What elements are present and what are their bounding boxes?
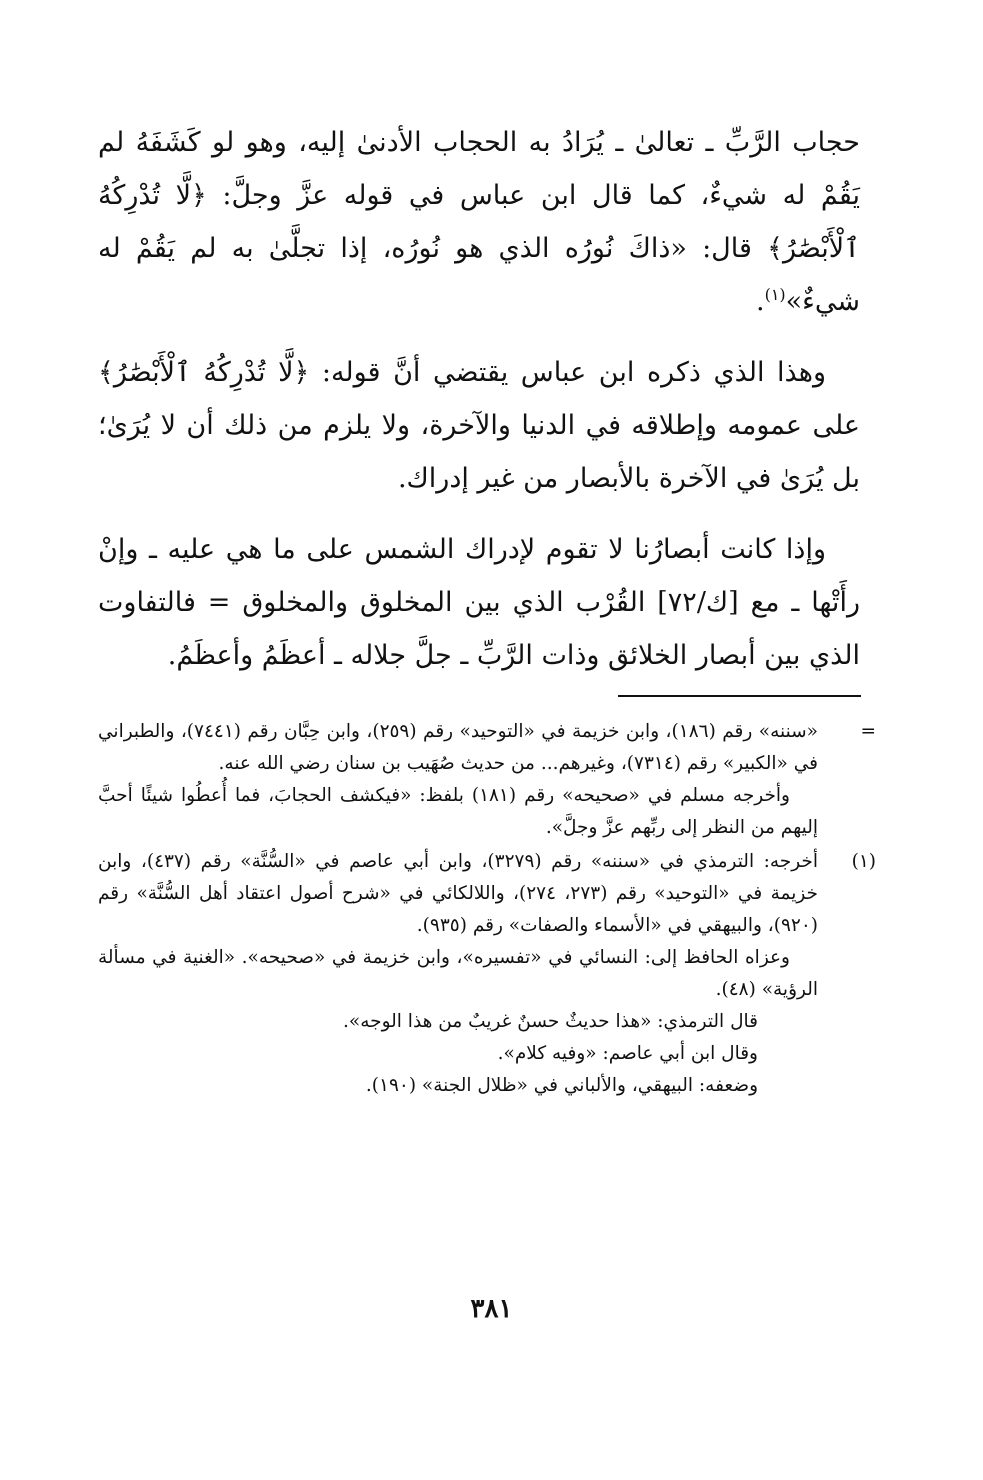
- footnote-line: «سننه» رقم (١٨٦)، وابن خزيمة في «التوحيد» رقم (٢٥٩)، وابن حِبَّان رقم (٧٤٤١)، والطبراني في «الكبير» رقم (٧٣١٤)، وغيرهم... من حديث صُهَيب بن سنان رضي الله عنه.: [98, 721, 818, 774]
- footnote-line: وضعفه: البيهقي، والألباني في «ظلال الجنة» (١٩٠).: [365, 1075, 758, 1096]
- footnote-marker: =: [860, 721, 876, 742]
- paragraph-3-text: وإذا كانت أبصارُنا لا تقوم لإدراك الشمس على ما هي عليه ـ وإنْ رأَتْها ـ مع [ك/٧٢] القُرْب الذي بين المخلوق والمخلوق = فالتفاوت الذي بين أبصار الخلائق وذات الرَّبِّ ـ جلَّ جلاله ـ أعظَمُ وأعظَمُ.: [98, 534, 860, 671]
- footnote-line: وقال ابن أبي عاصم: «وفيه كلام».: [497, 1043, 758, 1064]
- footnote-continuation: [98, 716, 876, 844]
- footnote-line: وعزاه الحافظ إلى: النسائي في «تفسيره»، وابن خزيمة في «صحيحه». «الغنية في مسألة الرؤية» (٤٨).: [98, 947, 818, 1000]
- paragraph-3: [98, 523, 860, 682]
- footnote-1: [98, 846, 876, 1102]
- paragraph-1: [98, 116, 860, 328]
- footnote-reference-1[interactable]: (١): [764, 285, 786, 304]
- footnotes: [98, 716, 876, 1102]
- paragraph-2: [98, 346, 860, 505]
- page-number: ٣٨١: [470, 1294, 513, 1324]
- footnote-separator: [618, 695, 861, 697]
- paragraph-2-text: وهذا الذي ذكره ابن عباس يقتضي أنَّ قوله: ﴿لَّا تُدْرِكُهُ ٱلْأَبْصَٰرُ﴾ على عمومه وإطلاقه في الدنيا والآخرة، ولا يلزم من ذلك أن لا يُرَىٰ؛ بل يُرَىٰ في الآخرة بالأبصار من غير إدراك.: [98, 357, 860, 494]
- main-text: [98, 116, 860, 682]
- footnote-marker: (١): [851, 851, 876, 872]
- paragraph-1-tail: .: [755, 286, 765, 317]
- footnote-line: أخرجه: الترمذي في «سننه» رقم (٣٢٧٩)، وابن أبي عاصم في «السُّنَّة» رقم (٤٣٧)، وابن خزيمة في «التوحيد» رقم (٢٧٣، ٢٧٤)، واللالكائي في «شرح أصول اعتقاد أهل السُّنَّة» رقم (٩٢٠)، والبيهقي في «الأسماء والصفات» رقم (٩٣٥).: [98, 851, 819, 936]
- footnote-line: وأخرجه مسلم في «صحيحه» رقم (١٨١) بلفظ: «فيكشف الحجابَ، فما أُعطُوا شيئًا أحبَّ إليهم من النظر إلى ربِّهم عزَّ وجلَّ».: [98, 785, 818, 838]
- paragraph-1-text: حجاب الرَّبِّ ـ تعالىٰ ـ يُرَادُ به الحجاب الأدنىٰ إليه، وهو لو كَشَفَهُ لم يَقُمْ له شيءٌ، كما قال ابن عباس في قوله عزَّ وجلَّ: ﴿لَّا تُدْرِكُهُ ٱلْأَبْصَٰرُ﴾ قال: «ذاكَ نُورُه الذي هو نُورُه، إذا تجلَّىٰ به لم يَقُمْ له شيءٌ»: [98, 127, 860, 317]
- footnote-line: قال الترمذي: «هذا حديثٌ حسنٌ غريبٌ من هذا الوجه».: [343, 1011, 758, 1032]
